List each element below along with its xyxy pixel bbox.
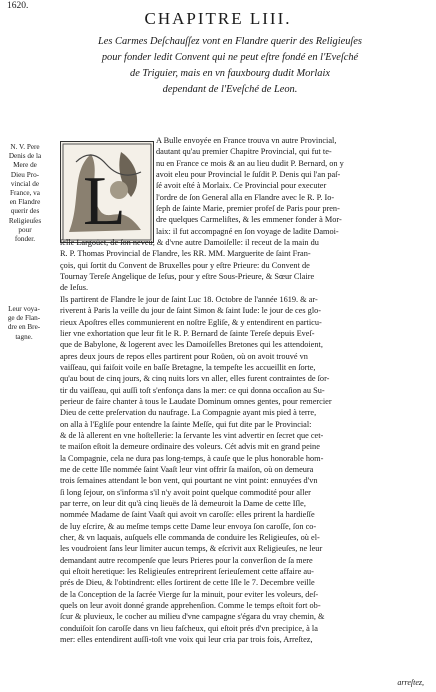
- subtitle-line: dependant de l'Eveſché de Leon.: [162, 84, 298, 95]
- catchword: arreſtez,: [397, 678, 424, 687]
- subtitle-line: pour fonder ledit Convent qui ne peut eſtre fondé en l'Eveſché: [101, 52, 359, 63]
- body-line: de la Conception de la ſacrée Vierge ſur la minuit, pour eviter les voleurs, deſ-: [60, 589, 319, 599]
- margin-note-line: Religieuſes: [8, 216, 42, 225]
- body-line: riverent à Paris la veille du jour de ſaint Simon & ſaint Iude: le jour de ces glo-: [60, 306, 322, 316]
- body-line: avoit eleu pour Provincial le ſuſdit P. Denis qui l'an paſ-: [156, 170, 341, 180]
- body-line: apres deux jours de repos elles partirent pour Roüen, où on avoit trouvé vn: [60, 351, 308, 361]
- margin-note-line: ge de Flan-: [7, 314, 41, 323]
- body-line: rieux Apoſtres elles communierent en noſtre Egliſe, & y entendirent en particu-: [60, 317, 322, 327]
- body-line: dautant qu'au premier Chapitre Provincial, qui fut te-: [156, 147, 332, 157]
- body-line: qu'au bout de cinq jours, & cinq nuits lors vn aller, elles furent contraintes de ſor-: [60, 374, 330, 384]
- body-line: de Ieſus.: [60, 283, 89, 293]
- chapter-subtitle: [60, 34, 400, 98]
- body-line: par terre, on leur dit qu'à cinq lieuës de là demeuroit la Dame de cette Iſle,: [60, 499, 306, 508]
- margin-note-voyage: [2, 305, 46, 342]
- body-line: l'ordre de ſon General alla en Flandre avec le R. P. Io-: [156, 192, 335, 202]
- body-line: nommée Madame de ſaint Vaaſt qui avoit vn caroſſe: elles prirent la hardieſſe: [60, 510, 315, 520]
- body-line: ſé avoit eſté à Morlaix. Ce Provincial pour executer: [156, 181, 327, 191]
- body-line: dre quelques Carmeliſtes, & les emmener fonder à Mor-: [156, 215, 342, 225]
- body-line: A Bulle envoyée en France trouva vn autre Provincial,: [156, 136, 337, 145]
- body-line: ſelle Largoüet, de ſon neveu, & d'vne autre Damoiſelle: il receut de la main du: [60, 238, 319, 248]
- body-line: çois, qui ſortit du Convent de Bruxelles pour y eſtre Prieure: du Convent de: [60, 260, 310, 270]
- margin-note-line: vincial de: [10, 179, 40, 188]
- margin-note-line: Denis de la: [8, 152, 42, 161]
- body-line: Ils partirent de Flandre le jour de ſaint Luc 18. Octobre de l'année 1619. & ar-: [60, 294, 318, 304]
- margin-note-line: Mere de: [13, 161, 37, 170]
- body-line: trois ſemaines attendant le bon vent, qui pourtant ne vint point: ennuyées d'vn: [60, 476, 318, 486]
- svg-text:L: L: [83, 163, 126, 240]
- body-line: laix: il fut accompagné en ſon voyage de ladite Damoi-: [156, 226, 339, 236]
- subtitle-line: Les Carmes Deſchauſſez vont en Flandre querir des Religieuſes: [98, 36, 362, 47]
- body-line: conduiſoit ſon caroſſe dans vn lieu faſcheux, qui eſtoit prés d'vn precipice, à la: [60, 623, 318, 633]
- margin-note-line: pour: [18, 225, 32, 234]
- margin-note-line: N. V. Pere: [10, 143, 40, 151]
- body-line: quels on leur avoit donné grande apprehenſion. Comme le temps eſtoit fort ob-: [60, 601, 321, 611]
- body-line: perieur de faire chanter à tous le Laudate Dominum omnes gentes, pour remercier: [60, 396, 332, 406]
- body-line: R. P. Thomas Provincial de Flandre, les RR. MM. Marguerite de ſaint Fran-: [60, 249, 311, 259]
- margin-note-line: en Flandre: [9, 198, 41, 207]
- body-line: les voudroient ſans leur limiter aucun temps, & eſcrivit aux Religieuſes, ne leur: [60, 544, 323, 554]
- body-line: ſeph de ſainte Marie, premier profeſ de Paris pour pren-: [156, 204, 340, 214]
- margin-note-line: Leur voya-: [8, 305, 40, 313]
- body-line: me de cette Iſle nommée ſaint Vaaſt leur vint offrir ſa maiſon, où on demeura: [60, 464, 314, 474]
- margin-note-line: querir des: [10, 207, 40, 216]
- page-number: 1620.: [7, 1, 29, 11]
- body-line: la Compagnie, cela ne dura pas long-temps, à cauſe que le plus honorable hom-: [60, 453, 324, 463]
- body-line: vaiſſeau, qui faiſoit voile en baſſe Bretagne, la tempeſte les accueillit en ſorte,: [60, 362, 316, 372]
- margin-note-line: France, va: [10, 189, 40, 198]
- margin-note-line: Dieu Pro-: [10, 170, 40, 179]
- chapter-title: CHAPITRE LIII.: [144, 9, 292, 28]
- body-line: que de Babylone, & logerent avec les Damoiſelles Bretones qui les attendoient,: [60, 340, 323, 350]
- body-line: prés de Dieu, & l'obtindrent: elles ſortirent de cette Iſle le 7. Decembre veille: [60, 578, 315, 588]
- body-line: cher, & vn laquais, auſquels elle commanda de conduire les Religieuſes, où el-: [60, 533, 320, 543]
- body-line: qui eſtoit heretique: les Religieuſes entreprirent ſerieuſement cette affaire au-: [60, 567, 314, 577]
- body-line: Tournay Tereſe Angelique de Ieſus, pour y eſtre Sous-Prieure, & Sœur Claire: [60, 272, 315, 282]
- body-line: lier vne exhortation que leur fit le R. P. Bernard de ſainte Tereſe depuis Eveſ-: [60, 328, 315, 338]
- margin-note-line: dre en Bre-: [7, 323, 41, 332]
- margin-note-provincial: [2, 143, 48, 244]
- body-line: ſcur & pluvieux, le cocher au milieu d'vne campagne s'égara du vray chemin, &: [60, 612, 325, 622]
- body-line: tir du vaiſſeau, qui auſſi toſt s'enfonça dans la mer: ce qui donna occaſion au Su-: [60, 385, 325, 395]
- chapter-body-text: [60, 135, 426, 645]
- body-line: ſi long ſejour, on s'informa s'il n'y avoit point quelque commodité pour aller: [60, 487, 311, 497]
- subtitle-line: de Triguier, mais en vn fauxbourg dudit Morlaix: [130, 68, 330, 79]
- body-line: on alla à l'Egliſe pour entendre la ſainte Meſſe, qui fut dite par le Provincial:: [60, 419, 312, 429]
- body-line: te maiſon eſtoit la demeure ordinaire des voleurs. Cét advis mit en grand peine: [60, 442, 320, 452]
- body-line: de luy eſcrire, & au meſme temps cette Dame leur envoya ſon caroſſe, ſon co-: [60, 521, 317, 531]
- margin-note-line: tagne.: [15, 332, 33, 341]
- body-line: Dieu de cette preſervation du naufrage. La Compagnie ayant mis pied à terre,: [60, 408, 317, 418]
- body-line: & de là allerent en vne hoſtellerie: la ſervante les vint advertir en ſecret que cet-: [60, 430, 324, 440]
- body-line: nu en France ce mois & an au lieu dudit P. Bernard, on y: [156, 158, 344, 168]
- body-line: demandant autre recompenſe que leurs Prieres pour la converſion de ſa mere: [60, 555, 313, 565]
- body-line: mer: elles entendirent auſſi-toſt vne voix qui leur cria par trois fois, Arreſtez,: [60, 635, 313, 645]
- margin-note-line: fonder.: [14, 235, 36, 244]
